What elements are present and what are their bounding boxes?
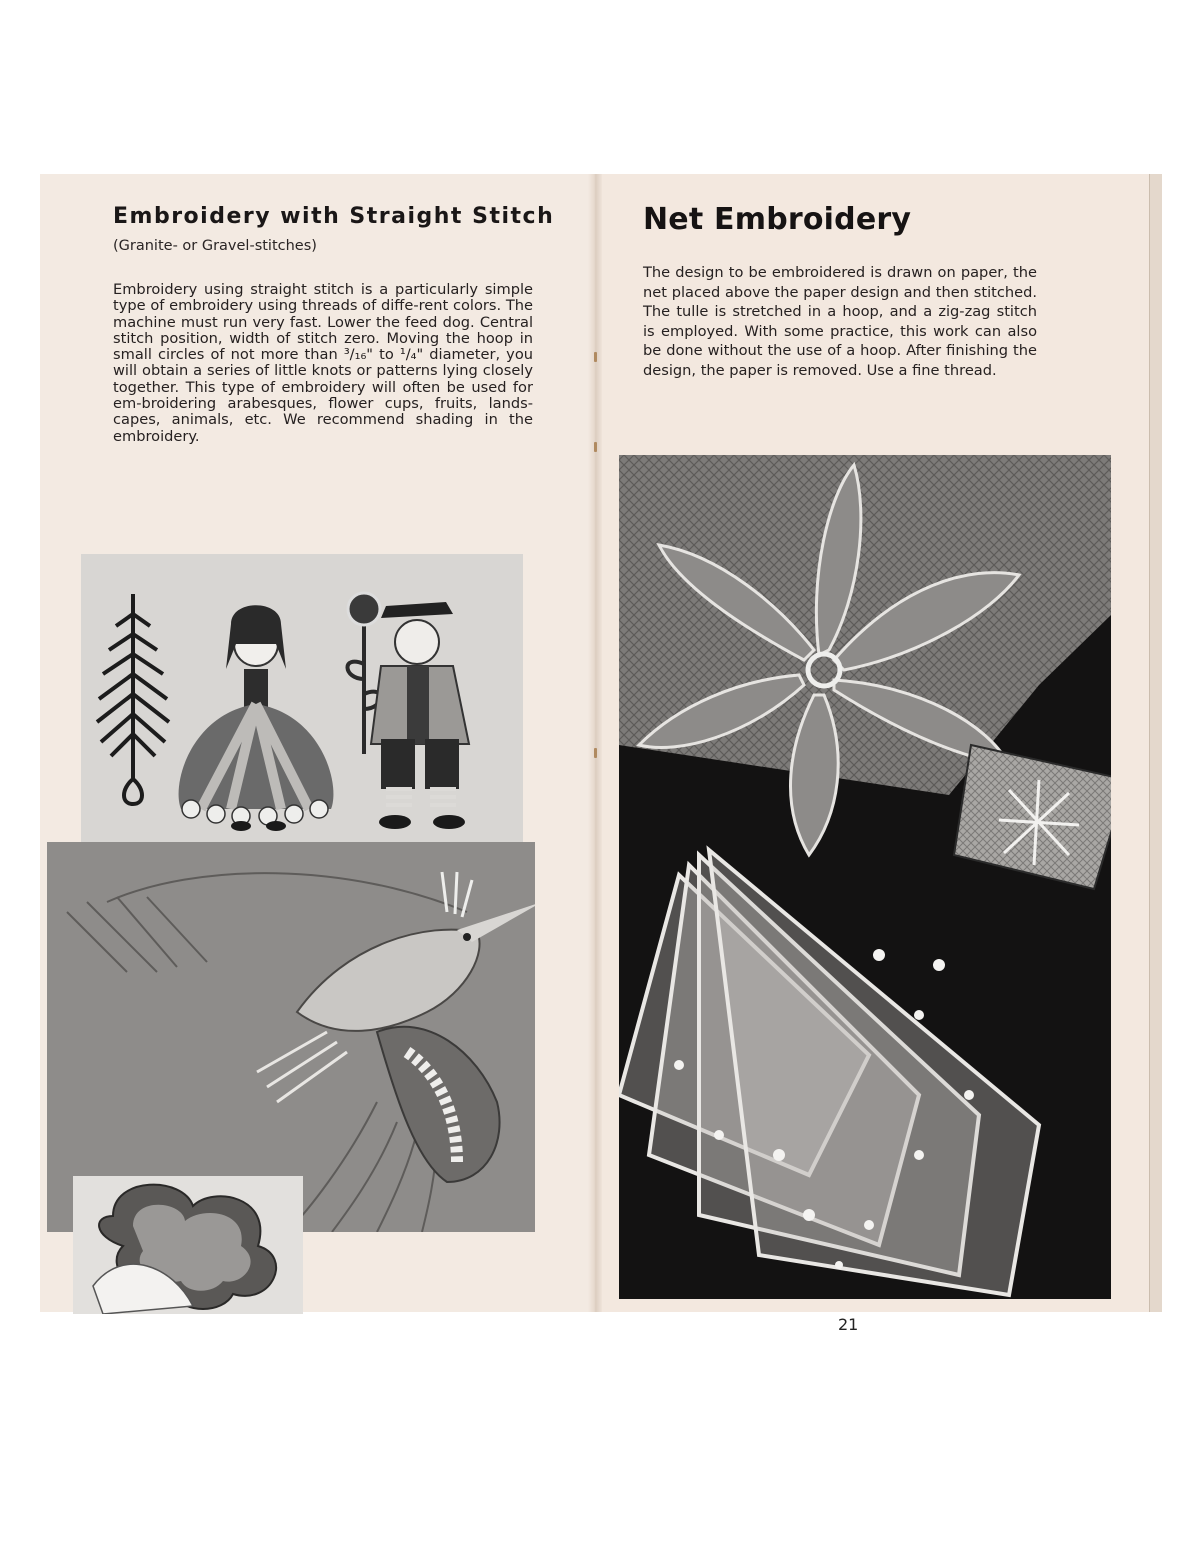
page-edge-strip (1149, 174, 1162, 1312)
binding-staple-mark (594, 748, 597, 758)
pansy-embroidery-photo (73, 1176, 303, 1314)
net-embroidery-photo (619, 455, 1111, 1299)
bird-embroidery-photo (47, 842, 535, 1232)
folk-figures-embroidery-photo (81, 554, 523, 842)
body-text-straight-stitch: Embroidery using straight stitch is a particularly simple type of embroidery using threads of diffe-rent colors. The machine must run very fast. Lower the feed dog. Central stitch position, width of stitch zero. Moving the hoop in small circles of not more than ³/₁₆" to ¹/₄" diameter, you will obtain a series of little knots or patterns lying closely together. This type of embroidery will often be used for em-broidering arabesques, flower cups, fruits, lands-capes, animals, etc. We recommend shading in the embroidery. (113, 281, 533, 445)
page-number: 21 (838, 1315, 859, 1334)
page-gutter (588, 174, 602, 1312)
body-text-net-embroidery: The design to be embroidered is drawn on paper, the net placed above the paper design and then stitched. The tulle is stretched in a hoop, and a zig-zag stitch is employed. With some practice, this work can also be done without the use of a hoop. After finishing the design, the paper is removed. Use a fine thread. (643, 264, 1037, 379)
section-subtitle: (Granite- or Gravel-stitches) (113, 238, 317, 254)
binding-staple-mark (594, 352, 597, 362)
binding-staple-mark (594, 442, 597, 452)
section-title-net-embroidery: Net Embroidery (643, 202, 912, 237)
section-title-straight-stitch: Embroidery with Straight Stitch (113, 204, 555, 229)
